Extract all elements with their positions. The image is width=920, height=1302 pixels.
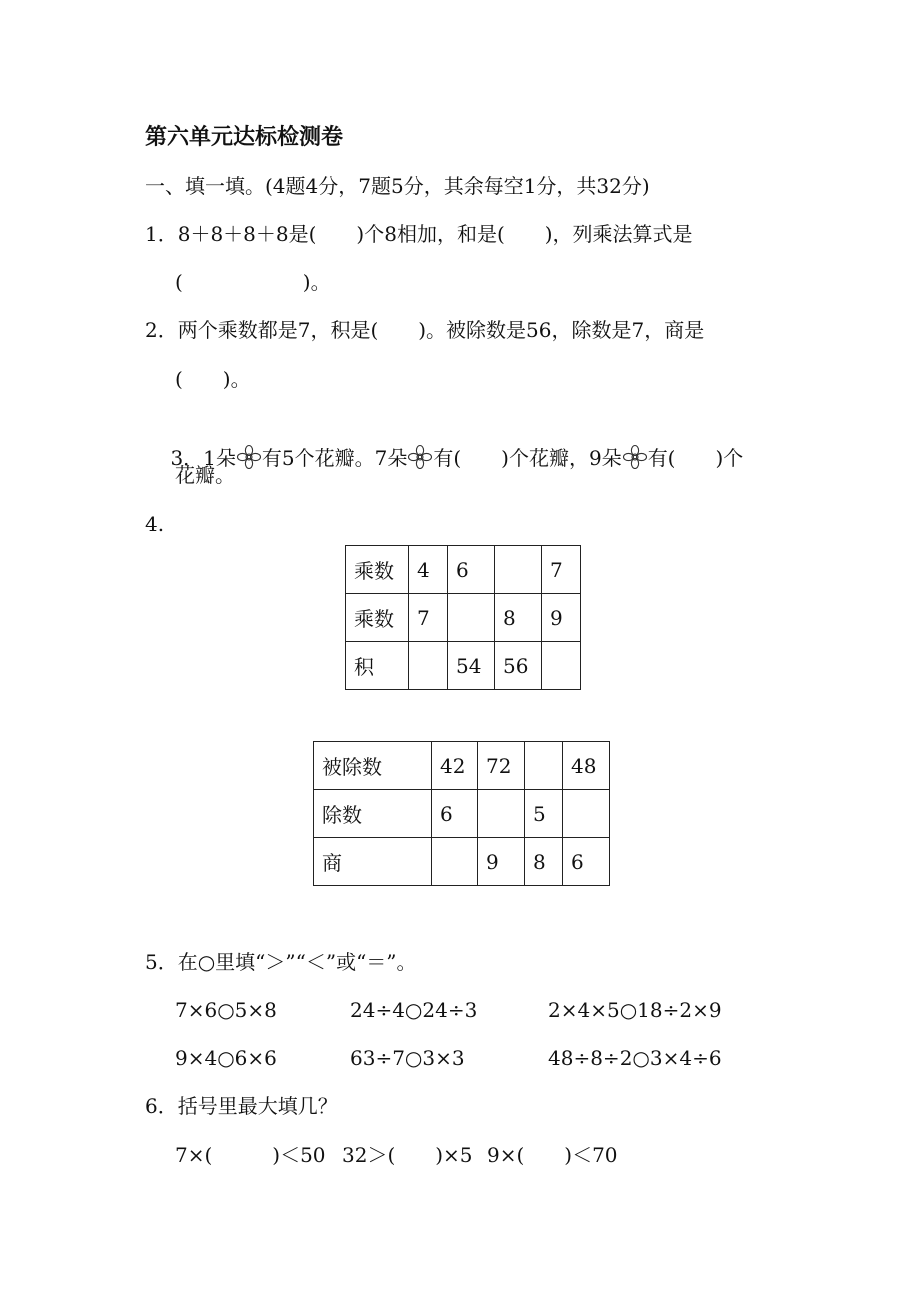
flower-icon	[236, 444, 262, 470]
table-cell: 8	[495, 594, 542, 642]
table-cell	[525, 742, 563, 790]
table-cell: 4	[409, 546, 448, 594]
compare-item: 7×6○5×8	[175, 998, 277, 1022]
table-cell: 72	[478, 742, 525, 790]
question-1-line-1: 1．8＋8＋8＋8是( )个8相加，和是( )，列乘法算式是	[145, 222, 693, 246]
table-cell: 7	[409, 594, 448, 642]
question-3-part-4: 有( )个	[647, 446, 744, 470]
table-cell: 乘数	[346, 594, 409, 642]
page-title: 第六单元达标检测卷	[145, 124, 344, 150]
table-cell	[563, 790, 610, 838]
question-1-line-2: ( )。	[175, 270, 331, 294]
table-cell: 商	[314, 838, 432, 886]
table-cell	[409, 642, 448, 690]
multiplication-table	[345, 545, 581, 690]
compare-item: 63÷7○3×3	[350, 1046, 465, 1070]
compare-item: 48÷8÷2○3×4÷6	[548, 1046, 722, 1070]
question-5-instruction: 5．在○里填“＞”“＜”或“＝”。	[145, 950, 417, 974]
table-cell: 42	[432, 742, 478, 790]
question-3-part-1: 3．1朵	[170, 446, 236, 470]
table-cell: 9	[478, 838, 525, 886]
question-2-line-2: ( )。	[175, 367, 251, 391]
table-row	[346, 594, 581, 642]
table-cell: 9	[542, 594, 581, 642]
table-row	[314, 742, 610, 790]
table-row	[314, 838, 610, 886]
table-cell: 6	[432, 790, 478, 838]
section-heading: 一、填一填。(4题4分，7题5分，其余每空1分，共32分)	[145, 174, 650, 198]
fill-item: 32＞( )×5	[342, 1143, 473, 1167]
fill-item: 7×( )＜50	[175, 1143, 326, 1167]
table-cell	[495, 546, 542, 594]
compare-item: 2×4×5○18÷2×9	[548, 998, 722, 1022]
table-cell: 被除数	[314, 742, 432, 790]
question-3-part-3: 有( )个花瓣，9朵	[433, 446, 622, 470]
table-row	[346, 642, 581, 690]
table-row	[314, 790, 610, 838]
table-cell: 乘数	[346, 546, 409, 594]
question-2-line-1: 2．两个乘数都是7，积是( )。被除数是56，除数是7，商是	[145, 318, 705, 342]
table-cell: 6	[563, 838, 610, 886]
question-4-label: 4.	[145, 512, 165, 536]
compare-item: 9×4○6×6	[175, 1046, 277, 1070]
table-cell: 除数	[314, 790, 432, 838]
flower-icon	[407, 444, 433, 470]
table-cell: 积	[346, 642, 409, 690]
question-3-part-2: 有5个花瓣。7朵	[261, 446, 408, 470]
table-cell: 48	[563, 742, 610, 790]
table-cell: 8	[525, 838, 563, 886]
compare-item: 24÷4○24÷3	[350, 998, 478, 1022]
table-cell: 54	[448, 642, 495, 690]
division-table	[313, 741, 610, 886]
table-cell	[478, 790, 525, 838]
table-cell: 6	[448, 546, 495, 594]
fill-item: 9×( )＜70	[487, 1143, 618, 1167]
table-cell	[448, 594, 495, 642]
flower-icon	[622, 444, 648, 470]
table-cell	[432, 838, 478, 886]
table-cell: 7	[542, 546, 581, 594]
table-cell: 56	[495, 642, 542, 690]
question-3-line-2: 花瓣。	[175, 463, 235, 487]
table-row	[346, 546, 581, 594]
table-cell: 5	[525, 790, 563, 838]
table-cell	[542, 642, 581, 690]
question-6-instruction: 6．括号里最大填几？	[145, 1094, 338, 1118]
